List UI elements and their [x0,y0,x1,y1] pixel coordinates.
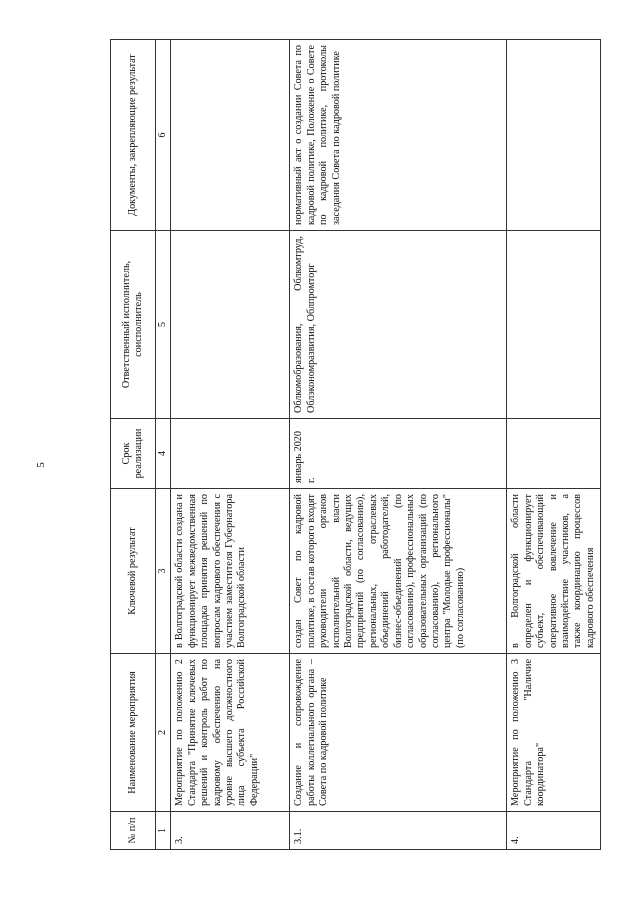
column-number: 4 [156,419,171,489]
header-number: № п/п [111,812,156,850]
row-term: январь 2020 г. [290,419,507,489]
column-number: 5 [156,231,171,419]
row-term [171,419,290,489]
row-result: в Волгоградской области определен и функционирует субъект, обеспечивающий оперативное вовлечение и взаимодействие участников, а также координацию процессов кадрового обеспечения [507,489,601,654]
events-table [110,39,601,850]
row-number: 3. [171,812,290,850]
row-event: Создание и сопровождение работы коллегиального органа – Совета по кадровой политике [290,654,507,812]
column-number: 1 [156,812,171,850]
column-number: 2 [156,654,171,812]
row-executor: Облкомобразования, Облкомтруд, Облэкономразвития, Облпромторг [290,231,507,419]
table-row [171,40,290,850]
row-result: создан Совет по кадровой политике, в состав которого входят руководители органов исполнительной власти Волгоградской области, ведущих предприятий (по согласованию), региональных, отраслевых объединений работодателей, бизнес-объединений (по согласованию), профессиональных образовательных организаций (по согласованию), регионального центра "Молодые профессионалы" (по согласованию) [290,489,507,654]
header-row [111,40,156,850]
table-row [507,40,601,850]
page-number: 5 [34,462,47,468]
row-documents: нормативный акт о создании Совета по кадровой политике, Положение о Совете по кадровой политике, протоколы заседания Совета по кадровой политике [290,40,507,231]
column-number: 6 [156,40,171,231]
row-executor [171,231,290,419]
header-result: Ключевой результат [111,489,156,654]
table-row [290,40,507,850]
row-number: 3.1. [290,812,507,850]
row-event: Мероприятие по положению 2 Стандарта "Принятие ключевых решений и контроль работ по кадровому обеспечению на уровне высшего должностного лица субъекта Российской Федерации" [171,654,290,812]
column-number-row [156,40,171,850]
row-event: Мероприятие по положению 3 Стандарта "Наличие координатора" [507,654,601,812]
rotated-table-wrapper [110,40,630,850]
header-executor: Ответственный исполнитель, соисполнитель [111,231,156,419]
row-number: 4. [507,812,601,850]
row-executor [507,231,601,419]
row-documents [507,40,601,231]
row-term [507,419,601,489]
column-number: 3 [156,489,171,654]
header-event: Наименование мероприятия [111,654,156,812]
row-result: в Волгоградской области создана и функционирует межведомственная площадка принятия решений по вопросам кадрового обеспечения с участием заместителя Губернатора Волгоградской области [171,489,290,654]
row-documents [171,40,290,231]
header-documents: Документы, закрепляющие результат [111,40,156,231]
header-term: Срок реализации [111,419,156,489]
